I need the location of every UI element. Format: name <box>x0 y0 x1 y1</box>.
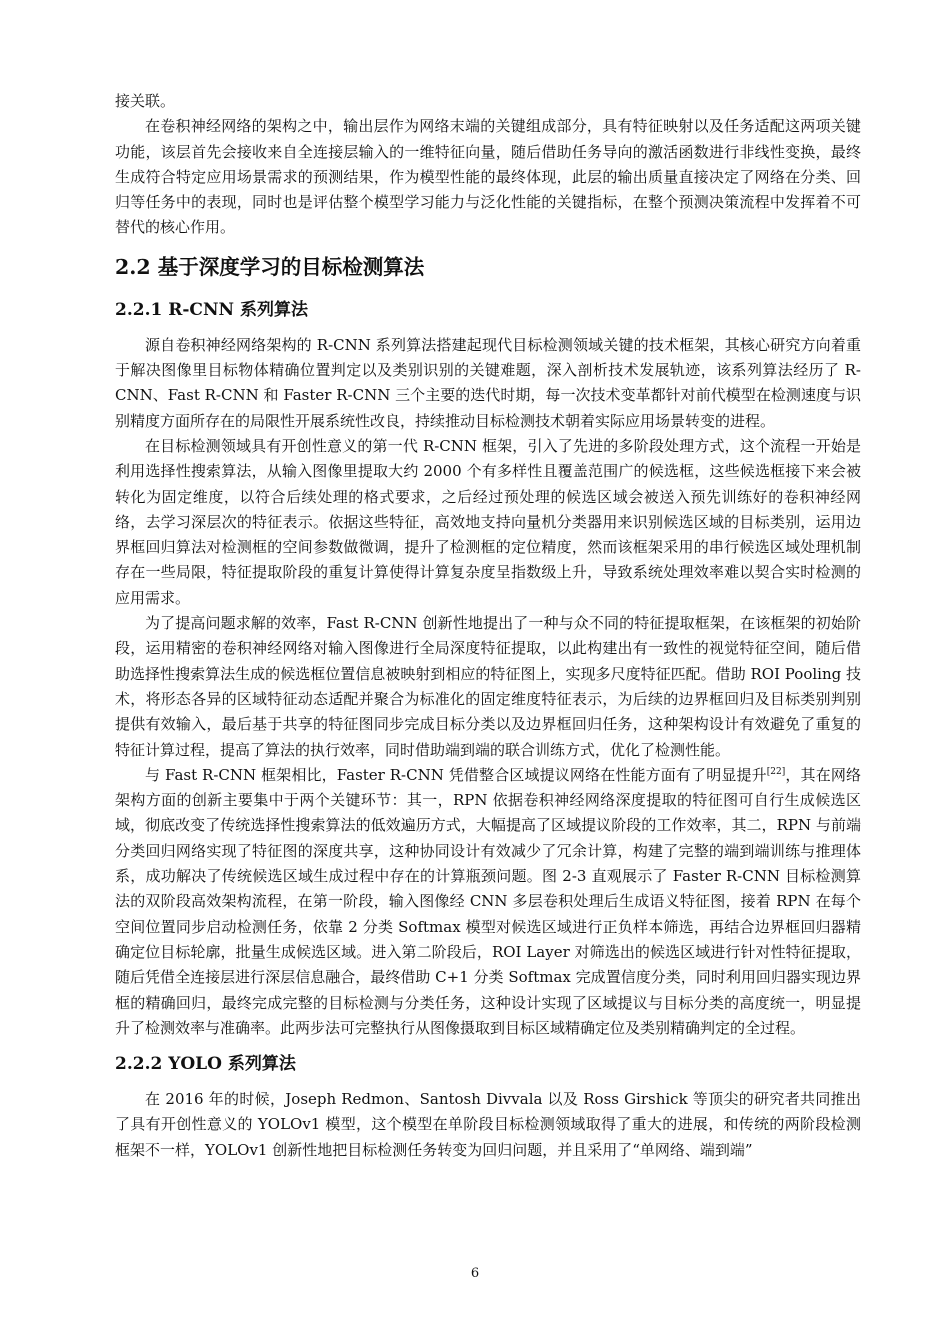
faster-rcnn-text-a: 与 Fast R-CNN 框架相比，Faster R-CNN 凭借整合区域提议网络在性能方面有了明显提升 <box>145 765 767 784</box>
paragraph-output-layer: 在卷积神经网络的架构之中，输出层作为网络末端的关键组成部分，具有特征映射以及任务适配这两项关键功能，该层首先会接收来自全连接层输入的一维特征向量，随后借助任务导向的激活函数进行非线性变换，最终生成符合特定应用场景需求的预测结果，作为模型性能的最终体现，此层的输出质量直接决定了网络在分类、回归等任务中的表现，同时也是评估整个模型学习能力与泛化性能的关键指标，在整个预测决策流程中发挥着不可替代的核心作用。 <box>115 117 861 237</box>
page-number: 6 <box>470 1266 480 1281</box>
subsection-heading-yolo: 2.2.2 YOLO 系列算法 <box>115 1054 296 1075</box>
continuation-text: 接关联。 <box>115 92 176 110</box>
faster-rcnn-text-b: ，其在网络架构方面的创新主要集中于两个关键环节：其一，RPN 依据卷积神经网络深度提取的特征图可自行生成候选区域，彻底改变了传统选择性搜索算法的低效遍历方式，大幅提高了区域提议阶段的工作效率，其二，RPN 与前端分类回归网络实现了特征图的深度共享，这种协同设计有效减少了冗余计算，构建了完整的端到端训练与推理体系，成功解决了传统候选区域生成过程中存在的计算瓶颈问题。图 2-3 直观展示了 Faster R-CNN 目标检测算法的双阶段高效架构流程，在第一阶段，输入图像经 CNN 多层卷积处理后生成语义特征图，接着 RPN 在每个空间位置同步启动检测任务，依靠 2 分类 Softmax 模型对候选区域进行正负样本筛选，再结合边界框回归器精确定位目标轮廓，批量生成候选区域。进入第二阶段后，ROI Layer 对筛选出的候选区域进行针对性特征提取，随后凭借全连接层进行深层信息融合，最终借助 C+1 分类 Softmax 完成置信度分类，同时利用回归器实现边界框的精确回归，最终完成完整的目标检测与分类任务，这种设计实现了区域提议与目标分类的高度统一，明显提升了检测效率与准确率。此两步法可完整执行从图像摄取到目标区域精确定位及类别精确判定的全过程。 <box>115 765 861 1037</box>
paragraph-yolo-intro: 在 2016 年的时候，Joseph Redmon、Santosh Divvala 以及 Ross Girshick 等顶尖的研究者共同推出了具有开创性意义的 YOLOv1 模型，这个模型在单阶段目标检测领域取得了重大的进展，和传统的两阶段检测框架不一样，YOLOv1 创新性地把目标检测任务转变为回归问题，并且采用了“单网络、端到端” <box>115 1090 861 1159</box>
citation-ref: [22] <box>766 766 786 777</box>
section-heading: 2.2 基于深度学习的目标检测算法 <box>115 254 425 279</box>
paragraph-fast-rcnn: 为了提高问题求解的效率，Fast R-CNN 创新性地提出了一种与众不同的特征提取框架，在该框架的初始阶段，运用精密的卷积神经网络对输入图像进行全局深度特征提取，以此构建出有一致性的视觉特征空间，随后借助选择性搜索算法生成的候选框位置信息被映射到相应的特征图上，实现多尺度特征匹配。借助 ROI Pooling 技术，将形态各异的区域特征动态适配并聚合为标准化的固定维度特征表示，为后续的边界框回归及目标类别判别提供有效输入，最后基于共享的特征图同步完成目标分类以及边界框回归任务，这种架构设计有效避免了重复的特征计算过程，提高了算法的执行效率，同时借助端到端的联合训练方式，优化了检测性能。 <box>115 614 861 759</box>
subsection-heading-rcnn: 2.2.1 R-CNN 系列算法 <box>115 299 308 320</box>
paragraph-faster-rcnn <box>115 763 861 1041</box>
paragraph-rcnn-intro: 源自卷积神经网络架构的 R-CNN 系列算法搭建起现代目标检测领域关键的技术框架，其核心研究方向着重于解决图像里目标物体精确位置判定以及类别识别的关键难题，深入剖析技术发展轨迹，该系列算法经历了 R-CNN、Fast R-CNN 和 Faster R-CNN 三个主要的迭代时期，每一次技术变革都针对前代模型在检测速度与识别精度方面所存在的局限性开展系统性改良，持续推动目标检测技术朝着实际应用场景转变的进程。 <box>115 335 861 430</box>
paragraph-rcnn-first-gen: 在目标检测领域具有开创性意义的第一代 R-CNN 框架，引入了先进的多阶段处理方式，这个流程一开始是利用选择性搜索算法，从输入图像里提取大约 2000 个有多样性且覆盖范围广的候选框，这些候选框接下来会被转化为固定维度，以符合后续处理的格式要求，之后经过预处理的候选区域会被送入预先训练好的卷积神经网络，去学习深层次的特征表示。依据这些特征，高效地支持向量机分类器用来识别候选区域的目标类别，运用边界框回归算法对检测框的空间参数做微调，提升了检测框的定位精度，然而该框架采用的串行候选区域处理机制存在一些局限，特征提取阶段的重复计算使得计算复杂度呈指数级上升，导致系统处理效率难以契合实时检测的应用需求。 <box>115 436 861 607</box>
page-content <box>115 89 861 1163</box>
